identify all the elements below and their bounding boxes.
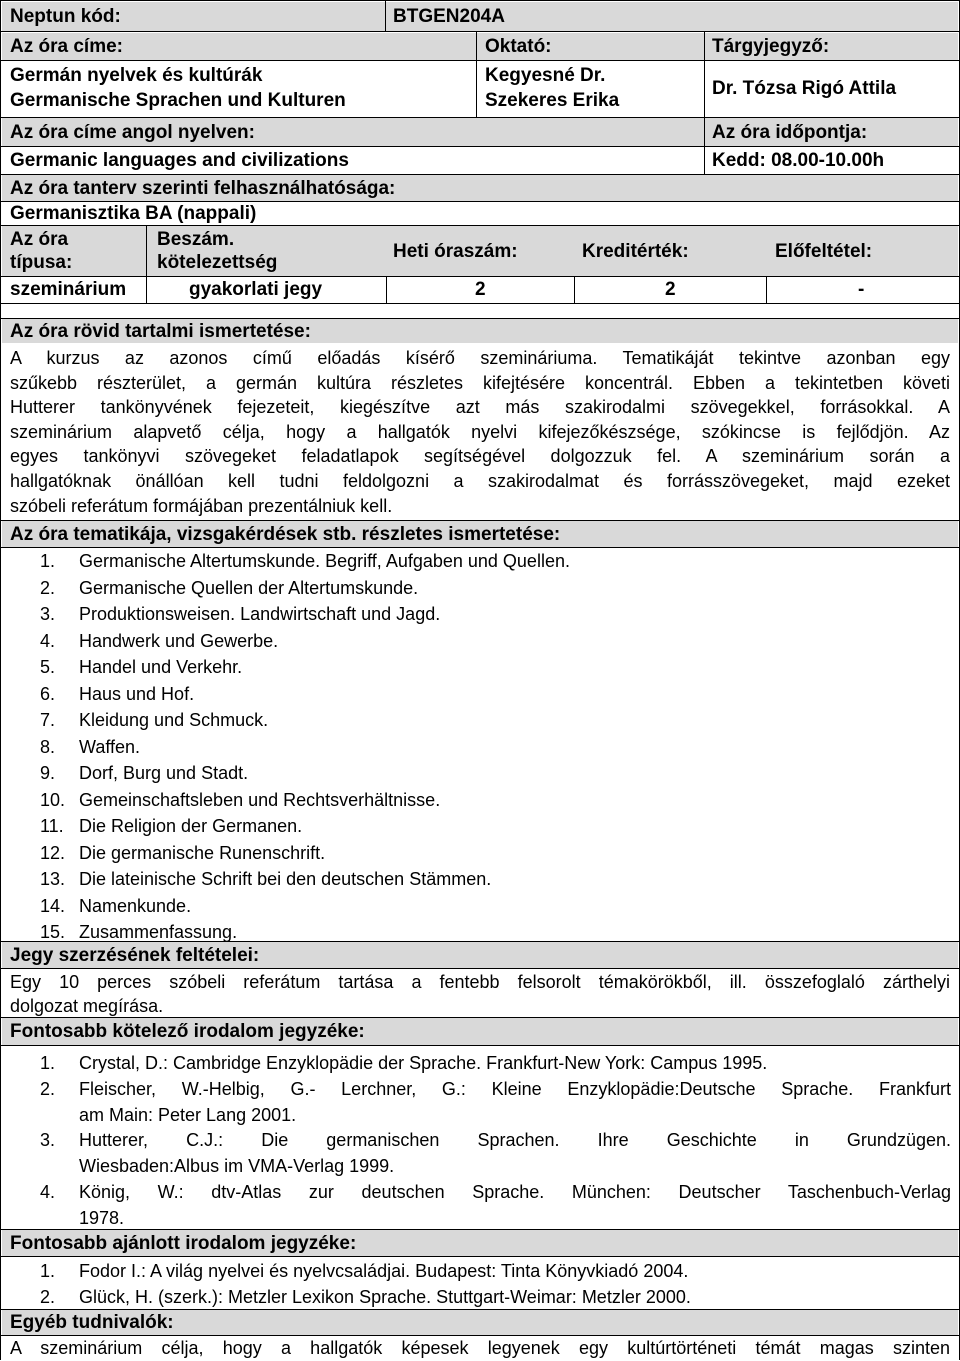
- other-text: [10, 1336, 950, 1360]
- list-item-number: 7.: [40, 710, 56, 730]
- list-item-number: 10.: [40, 789, 66, 810]
- time-label: Az óra időpontja:: [712, 122, 868, 143]
- summary-line: hallgatóknak önállóan kell tudni feldolgozni a szakirodalmat és forrásszövegeket, majd ezeket: [10, 470, 950, 491]
- divider: [0, 60, 960, 61]
- list-item-text: 1978.: [79, 1208, 125, 1228]
- topics-heading: Az óra tematikája, vizsgakérdések stb. részletes ismertetése:: [10, 524, 561, 545]
- summary-text: [10, 346, 950, 518]
- vdivider: [766, 276, 767, 303]
- summary-line: egyes tankönyvi szövegeket feladatlapok segítségével dolgozzuk fel. A szeminárium során a: [10, 446, 950, 467]
- vdivider: [704, 31, 705, 174]
- list-item-text: Namenkunde.: [79, 895, 192, 916]
- vdivider: [385, 0, 386, 31]
- vdivider: [476, 31, 477, 117]
- title-label: Az óra címe:: [10, 36, 123, 57]
- usability-label: Az óra tanterv szerinti felhasználhatósága:: [10, 178, 396, 199]
- list-item-text: Gemeinschaftsleben und Rechtsverhältnisse.: [79, 789, 441, 810]
- instructor-line-1: Kegyesné Dr.: [485, 65, 606, 86]
- divider: [0, 547, 960, 548]
- list-item-number: 6.: [40, 683, 56, 704]
- summary-line: szeminárium alapvető célja, hogy a hallgatók nyelvi kifejezőkészsége, szókincse is fejlődjön. Az: [10, 421, 950, 442]
- list-item-number: 14.: [40, 895, 66, 916]
- divider: [0, 1045, 960, 1046]
- divider: [0, 968, 960, 969]
- assessment-value: gyakorlati jegy: [189, 279, 323, 300]
- prereq-label: Előfeltétel:: [775, 241, 873, 262]
- vdivider: [146, 225, 147, 303]
- prereq-value: -: [858, 279, 865, 300]
- instructor-label: Oktató:: [485, 36, 552, 57]
- requirements-heading: Jegy szerzésének feltételei:: [10, 945, 260, 966]
- coordinator-label: Tárgyjegyző:: [712, 36, 830, 57]
- credits-value: 2: [665, 279, 676, 300]
- divider: [0, 1256, 960, 1257]
- title-hu: Germán nyelvek és kultúrák: [10, 65, 263, 86]
- list-item-number: 8.: [40, 736, 56, 757]
- summary-line: Hutterer tankönyvének fejezeteit, kiegészítve azt más szakirodalmi szövegekkel, forrásokkal. A: [10, 397, 950, 418]
- assessment-label-2: kötelezettség: [157, 252, 278, 273]
- list-item-number: 2.: [40, 1079, 56, 1099]
- type-value: szeminárium: [10, 279, 127, 300]
- list-item-text: Dorf, Burg und Stadt.: [79, 763, 249, 783]
- list-item-text: Die lateinische Schrift bei den deutschen Stämmen.: [79, 869, 492, 889]
- list-item-text: Haus und Hof.: [79, 683, 195, 704]
- list-item-number: 5.: [40, 657, 56, 677]
- coordinator-value: Dr. Tózsa Rigó Attila: [712, 78, 897, 99]
- list-item-text: Die germanische Runenschrift.: [79, 842, 326, 863]
- list-item-text: Fodor I.: A világ nyelvei és nyelvcsaládjai. Budapest: Tinta Könyvkiadó 2004.: [79, 1261, 689, 1281]
- list-item-number: 2.: [40, 1287, 56, 1307]
- instructor-line-2: Szekeres Erika: [485, 90, 620, 111]
- divider: [0, 303, 960, 304]
- list-item-number: 2.: [40, 577, 56, 598]
- neptun-value: BTGEN204A: [393, 6, 505, 27]
- recommended-lit-heading: Fontosabb ajánlott irodalom jegyzéke:: [10, 1233, 357, 1254]
- divider: [0, 276, 960, 277]
- list-item-text: Waffen.: [79, 736, 141, 757]
- vdivider: [574, 276, 575, 303]
- list-item-number: 11.: [40, 816, 64, 836]
- type-label-2: típusa:: [10, 252, 73, 273]
- list-item-text: Germanische Quellen der Altertumskunde.: [79, 577, 419, 598]
- title-en: Germanic languages and civilizations: [10, 150, 349, 171]
- requirements-line: Egy 10 perces szóbeli referátum tartása a fentebb felsorolt témakörökből, ill. összefoglaló zárthelyi: [10, 972, 950, 992]
- list-item-text: Handel und Verkehr.: [79, 657, 243, 677]
- list-item-text: Crystal, D.: Cambridge Enzyklopädie der Sprache. Frankfurt-New York: Campus 1995.: [79, 1053, 768, 1073]
- list-item-number: 4.: [40, 1182, 56, 1202]
- type-label-1: Az óra: [10, 229, 69, 250]
- list-item-text: Germanische Altertumskunde. Begriff, Aufgaben und Quellen.: [79, 551, 570, 571]
- title-de: Germanische Sprachen und Kulturen: [10, 90, 346, 111]
- list-item-number: 12.: [40, 842, 66, 863]
- list-item-text: Die Religion der Germanen.: [79, 816, 303, 836]
- list-item-text: Kleidung und Schmuck.: [79, 710, 269, 730]
- list-item-text: Fleischer, W.-Helbig, G.- Lerchner, G.: Kleine Enzyklopädie:Deutsche Sprache. Frankfurt: [79, 1079, 951, 1099]
- assessment-label-1: Beszám.: [157, 229, 235, 250]
- list-item-text: Wiesbaden:Albus im VMA-Verlag 1999.: [79, 1156, 395, 1176]
- summary-line: szűkebb részterület, a germán kultúra részletes kifejtésére koncentrál. Ebben a tekintetben követi: [10, 372, 950, 393]
- list-item-text: Handwerk und Gewerbe.: [79, 630, 279, 651]
- list-item-number: 9.: [40, 763, 56, 783]
- list-item-text: Zusammenfassung.: [79, 922, 238, 942]
- list-item-number: 15.: [40, 922, 66, 942]
- neptun-label: Neptun kód:: [10, 6, 121, 27]
- divider: [0, 117, 960, 118]
- requirements-text: [10, 970, 950, 1018]
- list-item-number: 13.: [40, 869, 66, 889]
- summary-line: szóbeli referátum formájában prezentálniuk kell.: [10, 495, 393, 516]
- divider: [0, 318, 960, 319]
- requirements-line: dolgozat megírása.: [10, 996, 164, 1016]
- divider: [0, 520, 960, 521]
- other-heading: Egyéb tudnivalók:: [10, 1312, 174, 1333]
- list-item-text: Produktionsweisen. Landwirtschaft und Jagd.: [79, 604, 441, 624]
- list-item-number: 3.: [40, 604, 56, 624]
- divider: [0, 146, 960, 147]
- list-item-number: 4.: [40, 630, 56, 651]
- list-item-text: am Main: Peter Lang 2001.: [79, 1105, 297, 1125]
- other-line: A szeminárium célja, hogy a hallgatók képesek legyenek egy kultúrtörténeti témát magas szinten: [10, 1338, 950, 1358]
- list-item-number: 3.: [40, 1130, 56, 1150]
- vdivider: [386, 276, 387, 303]
- list-item-number: 1.: [40, 1261, 56, 1281]
- list-item-text: Glück, H. (szerk.): Metzler Lexikon Sprache. Stuttgart-Weimar: Metzler 2000.: [79, 1287, 691, 1307]
- list-item-number: 1.: [40, 1053, 56, 1073]
- credits-label: Kreditérték:: [582, 241, 689, 262]
- summary-heading: Az óra rövid tartalmi ismertetése:: [10, 321, 311, 342]
- divider: [0, 31, 960, 32]
- divider: [0, 174, 960, 175]
- list-item-number: 1.: [40, 551, 56, 571]
- mandatory-lit-heading: Fontosabb kötelező irodalom jegyzéke:: [10, 1021, 365, 1042]
- hours-value: 2: [475, 279, 486, 300]
- summary-line: A kurzus az azonos című előadás kísérő szemináriuma. Tematikáját tekintve azonban egy: [10, 348, 950, 368]
- time-value: Kedd: 08.00-10.00h: [712, 150, 885, 171]
- list-item-text: König, W.: dtv-Atlas zur deutschen Sprache. München: Deutscher Taschenbuch-Verlag: [79, 1182, 951, 1202]
- usability-value: Germanisztika BA (nappali): [10, 203, 257, 224]
- title-en-label: Az óra címe angol nyelven:: [10, 122, 255, 143]
- hours-label: Heti óraszám:: [393, 241, 518, 262]
- list-item-text: Hutterer, C.J.: Die germanischen Sprachen. Ihre Geschichte in Grundzügen.: [79, 1130, 951, 1150]
